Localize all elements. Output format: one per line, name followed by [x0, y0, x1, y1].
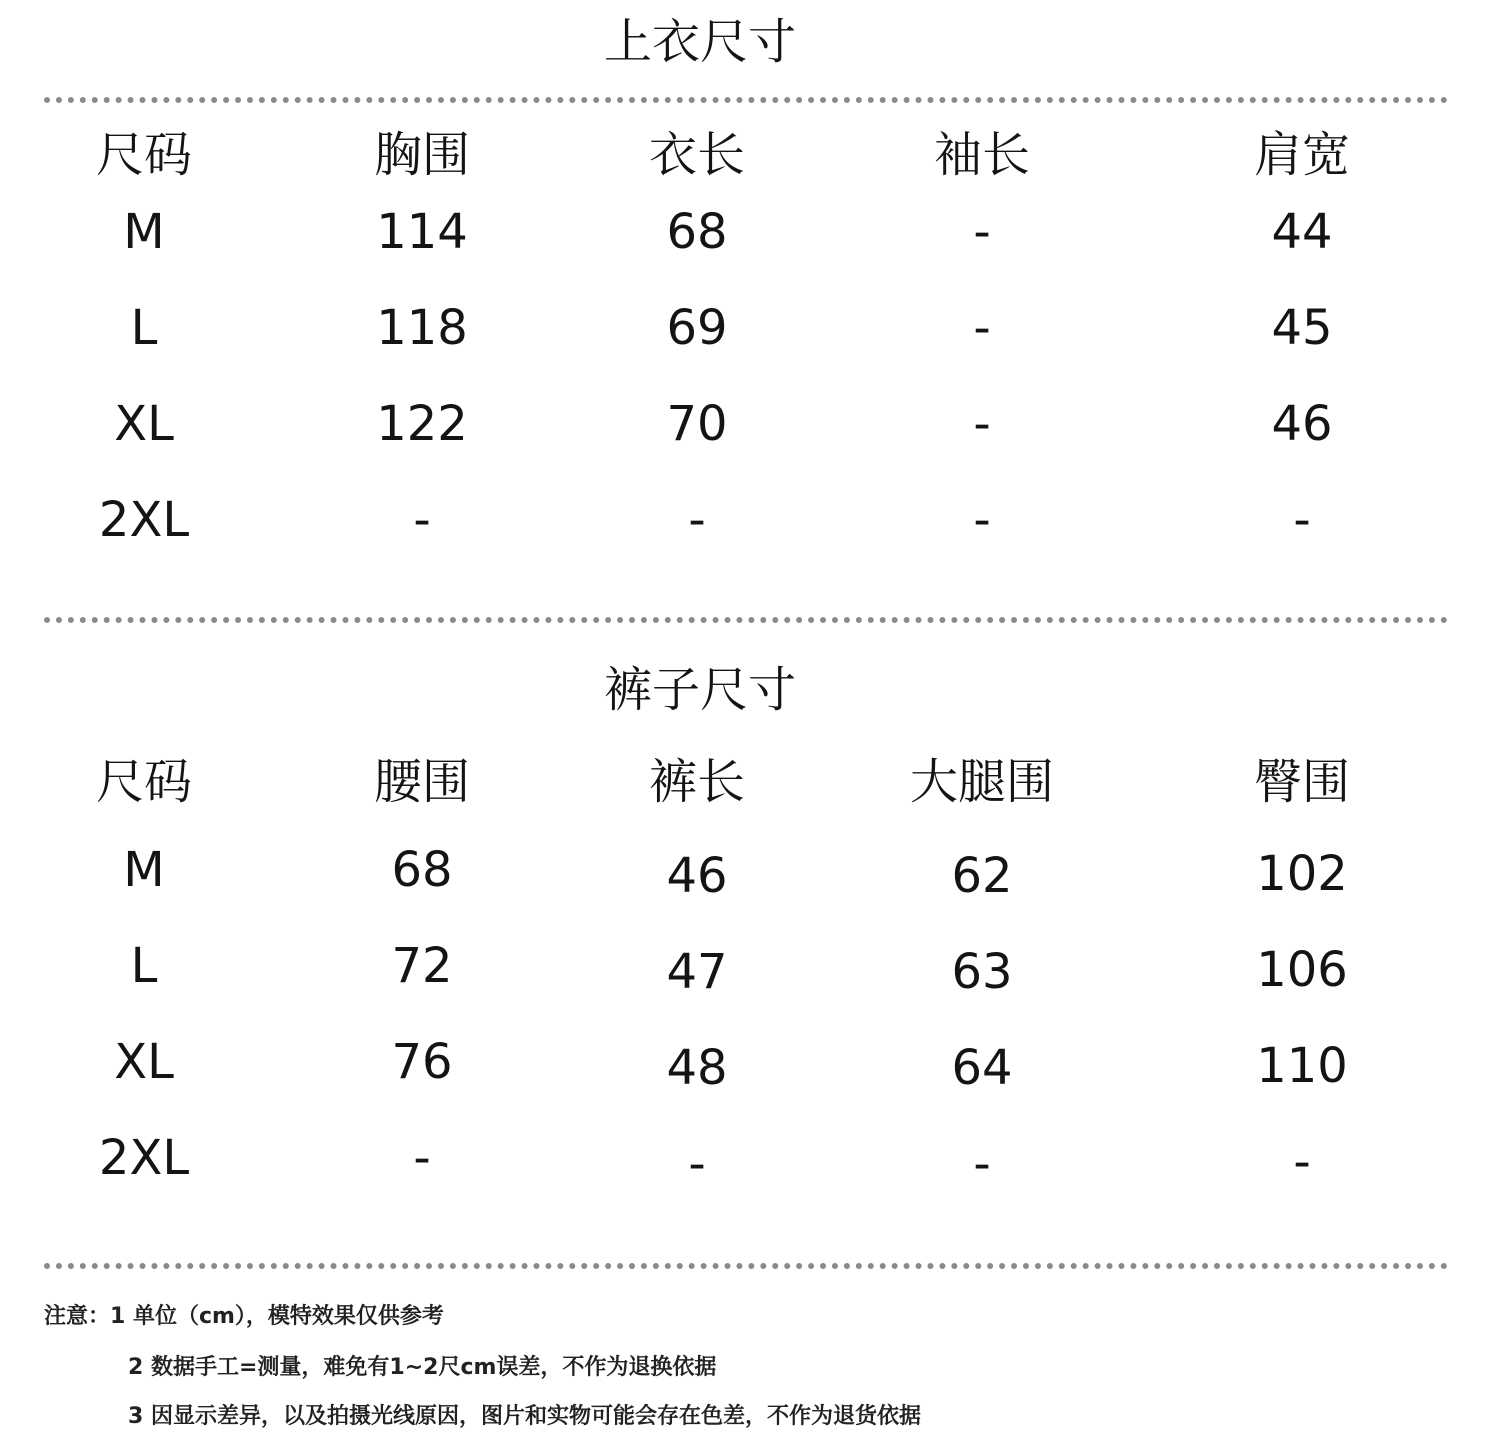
table-cell: -	[413, 492, 431, 548]
table-cell: 46	[1271, 396, 1333, 452]
note-color-difference: 3 因显示差异，以及拍摄光线原因，图片和实物可能会存在色差，不作为退货依据	[128, 1404, 921, 1429]
header-cell: 衣长	[648, 127, 745, 183]
table-cell: -	[973, 396, 991, 452]
note-unit: 注意：1 单位（cm），模特效果仅供参考	[44, 1304, 444, 1329]
table-cell: 63	[951, 944, 1013, 1000]
table-cell: XL	[114, 1034, 174, 1090]
table-cell: M	[123, 842, 165, 898]
shirt-size-title: 上衣尺寸	[603, 14, 796, 70]
header-cell: 腰围	[373, 754, 470, 810]
table-cell: -	[1293, 1134, 1311, 1190]
table-cell: -	[973, 492, 991, 548]
table-cell: 114	[376, 204, 468, 260]
dotted-divider	[44, 617, 1448, 623]
table-cell: 72	[391, 938, 453, 994]
table-cell: 110	[1256, 1038, 1348, 1094]
header-cell: 尺码	[95, 127, 192, 183]
table-cell: -	[688, 1136, 706, 1192]
header-cell: 袖长	[933, 127, 1030, 183]
header-cell: 大腿围	[909, 754, 1054, 810]
table-cell: 118	[376, 300, 468, 356]
table-cell: 45	[1271, 300, 1333, 356]
table-cell: L	[130, 300, 158, 356]
table-cell: -	[688, 492, 706, 548]
table-cell: 69	[666, 300, 728, 356]
note-measurement: 2 数据手工=测量，难免有1~2尺cm误差，不作为退换依据	[128, 1355, 717, 1380]
table-cell: 46	[666, 848, 728, 904]
table-cell: XL	[114, 396, 174, 452]
header-cell: 裤长	[648, 754, 745, 810]
table-cell: 70	[666, 396, 728, 452]
header-cell: 胸围	[373, 127, 470, 183]
table-cell: M	[123, 204, 165, 260]
table-cell: 48	[666, 1040, 728, 1096]
table-cell: -	[1293, 492, 1311, 548]
table-cell: 122	[376, 396, 468, 452]
table-cell: 47	[666, 944, 728, 1000]
header-cell: 尺码	[95, 754, 192, 810]
table-cell: -	[973, 1136, 991, 1192]
table-cell: 2XL	[98, 1130, 190, 1186]
table-cell: -	[973, 300, 991, 356]
table-cell: 68	[666, 204, 728, 260]
table-cell: 102	[1256, 846, 1348, 902]
table-cell: -	[973, 204, 991, 260]
table-cell: 68	[391, 842, 453, 898]
table-cell: 2XL	[98, 492, 190, 548]
table-cell: 44	[1271, 204, 1333, 260]
dotted-divider	[44, 1263, 1448, 1269]
header-cell: 臀围	[1253, 754, 1350, 810]
dotted-divider	[44, 97, 1448, 103]
table-cell: L	[130, 938, 158, 994]
table-cell: 76	[391, 1034, 453, 1090]
table-cell: -	[413, 1130, 431, 1186]
header-cell: 肩宽	[1253, 127, 1350, 183]
pants-size-title: 裤子尺寸	[603, 662, 796, 718]
table-cell: 106	[1256, 942, 1348, 998]
table-cell: 64	[951, 1040, 1013, 1096]
table-cell: 62	[951, 848, 1013, 904]
